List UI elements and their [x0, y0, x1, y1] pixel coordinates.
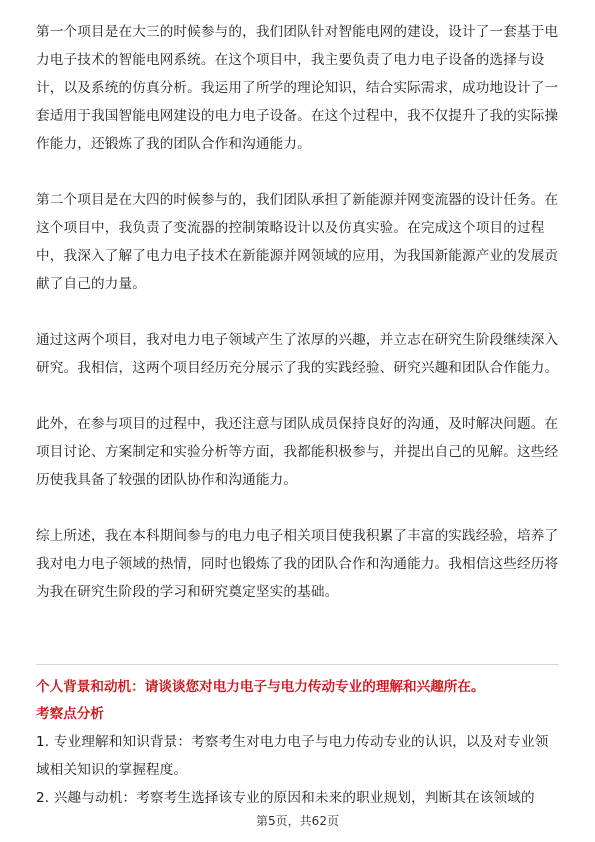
paragraph-summary: 综上所述，我在本科期间参与的电力电子相关项目使我积累了丰富的实践经验，培养了我对电力电子领域的热情，同时也锻炼了我的团队合作和沟通能力。我相信这些经历将为我在研究生阶段的学习和研究奠定坚实的基础。: [36, 528, 559, 600]
body-text: [36, 18, 562, 634]
interview-question: 个人背景和动机：请谈谈您对电力电子与电力传动专业的理解和兴趣所在。: [36, 679, 485, 695]
section-divider: [36, 664, 559, 665]
analysis-item-1: 1. 专业理解和知识背景：考察考生对电力电子与电力传动专业的认识，以及对专业领域相关知识的掌握程度。: [36, 734, 549, 778]
paragraph-interest: 通过这两个项目，我对电力电子领域产生了浓厚的兴趣，并立志在研究生阶段继续深入研究。我相信，这两个项目经历充分展示了我的实践经验、研究兴趣和团队合作能力。: [36, 332, 559, 376]
paragraph-teamwork: 此外，在参与项目的过程中，我还注意与团队成员保持良好的沟通，及时解决问题。在项目讨论、方案制定和实验分析等方面，我都能积极参与，并提出自己的见解。这些经历使我具备了较强的团队协作和沟通能力。: [36, 416, 559, 488]
analysis-item-2: 2. 兴趣与动机：考察考生选择该专业的原因和未来的职业规划，判断其在该领域的: [36, 790, 535, 806]
paragraph-project-1: 第一个项目是在大三的时候参与的，我们团队针对智能电网的建设，设计了一套基于电力电子技术的智能电网系统。在这个项目中，我主要负责了电力电子设备的选择与设计，以及系统的仿真分析。我运用了所学的理论知识，结合实际需求，成功地设计了一套适用于我国智能电网建设的电力电子设备。在这个过程中，我不仅提升了我的实际操作能力，还锻炼了我的团队合作和沟通能力。: [36, 24, 559, 152]
analysis-list: [36, 728, 562, 812]
paragraph-project-2: 第二个项目是在大四的时候参与的，我们团队承担了新能源并网变流器的设计任务。在这个项目中，我负责了变流器的控制策略设计以及仿真实验。在完成这个项目的过程中，我深入了解了电力电子技术在新能源并网领域的应用，为我国新能源产业的发展贡献了自己的力量。: [36, 192, 559, 292]
page-number: 第5页，共62页: [256, 814, 339, 828]
analysis-heading: 考察点分析: [36, 706, 104, 722]
